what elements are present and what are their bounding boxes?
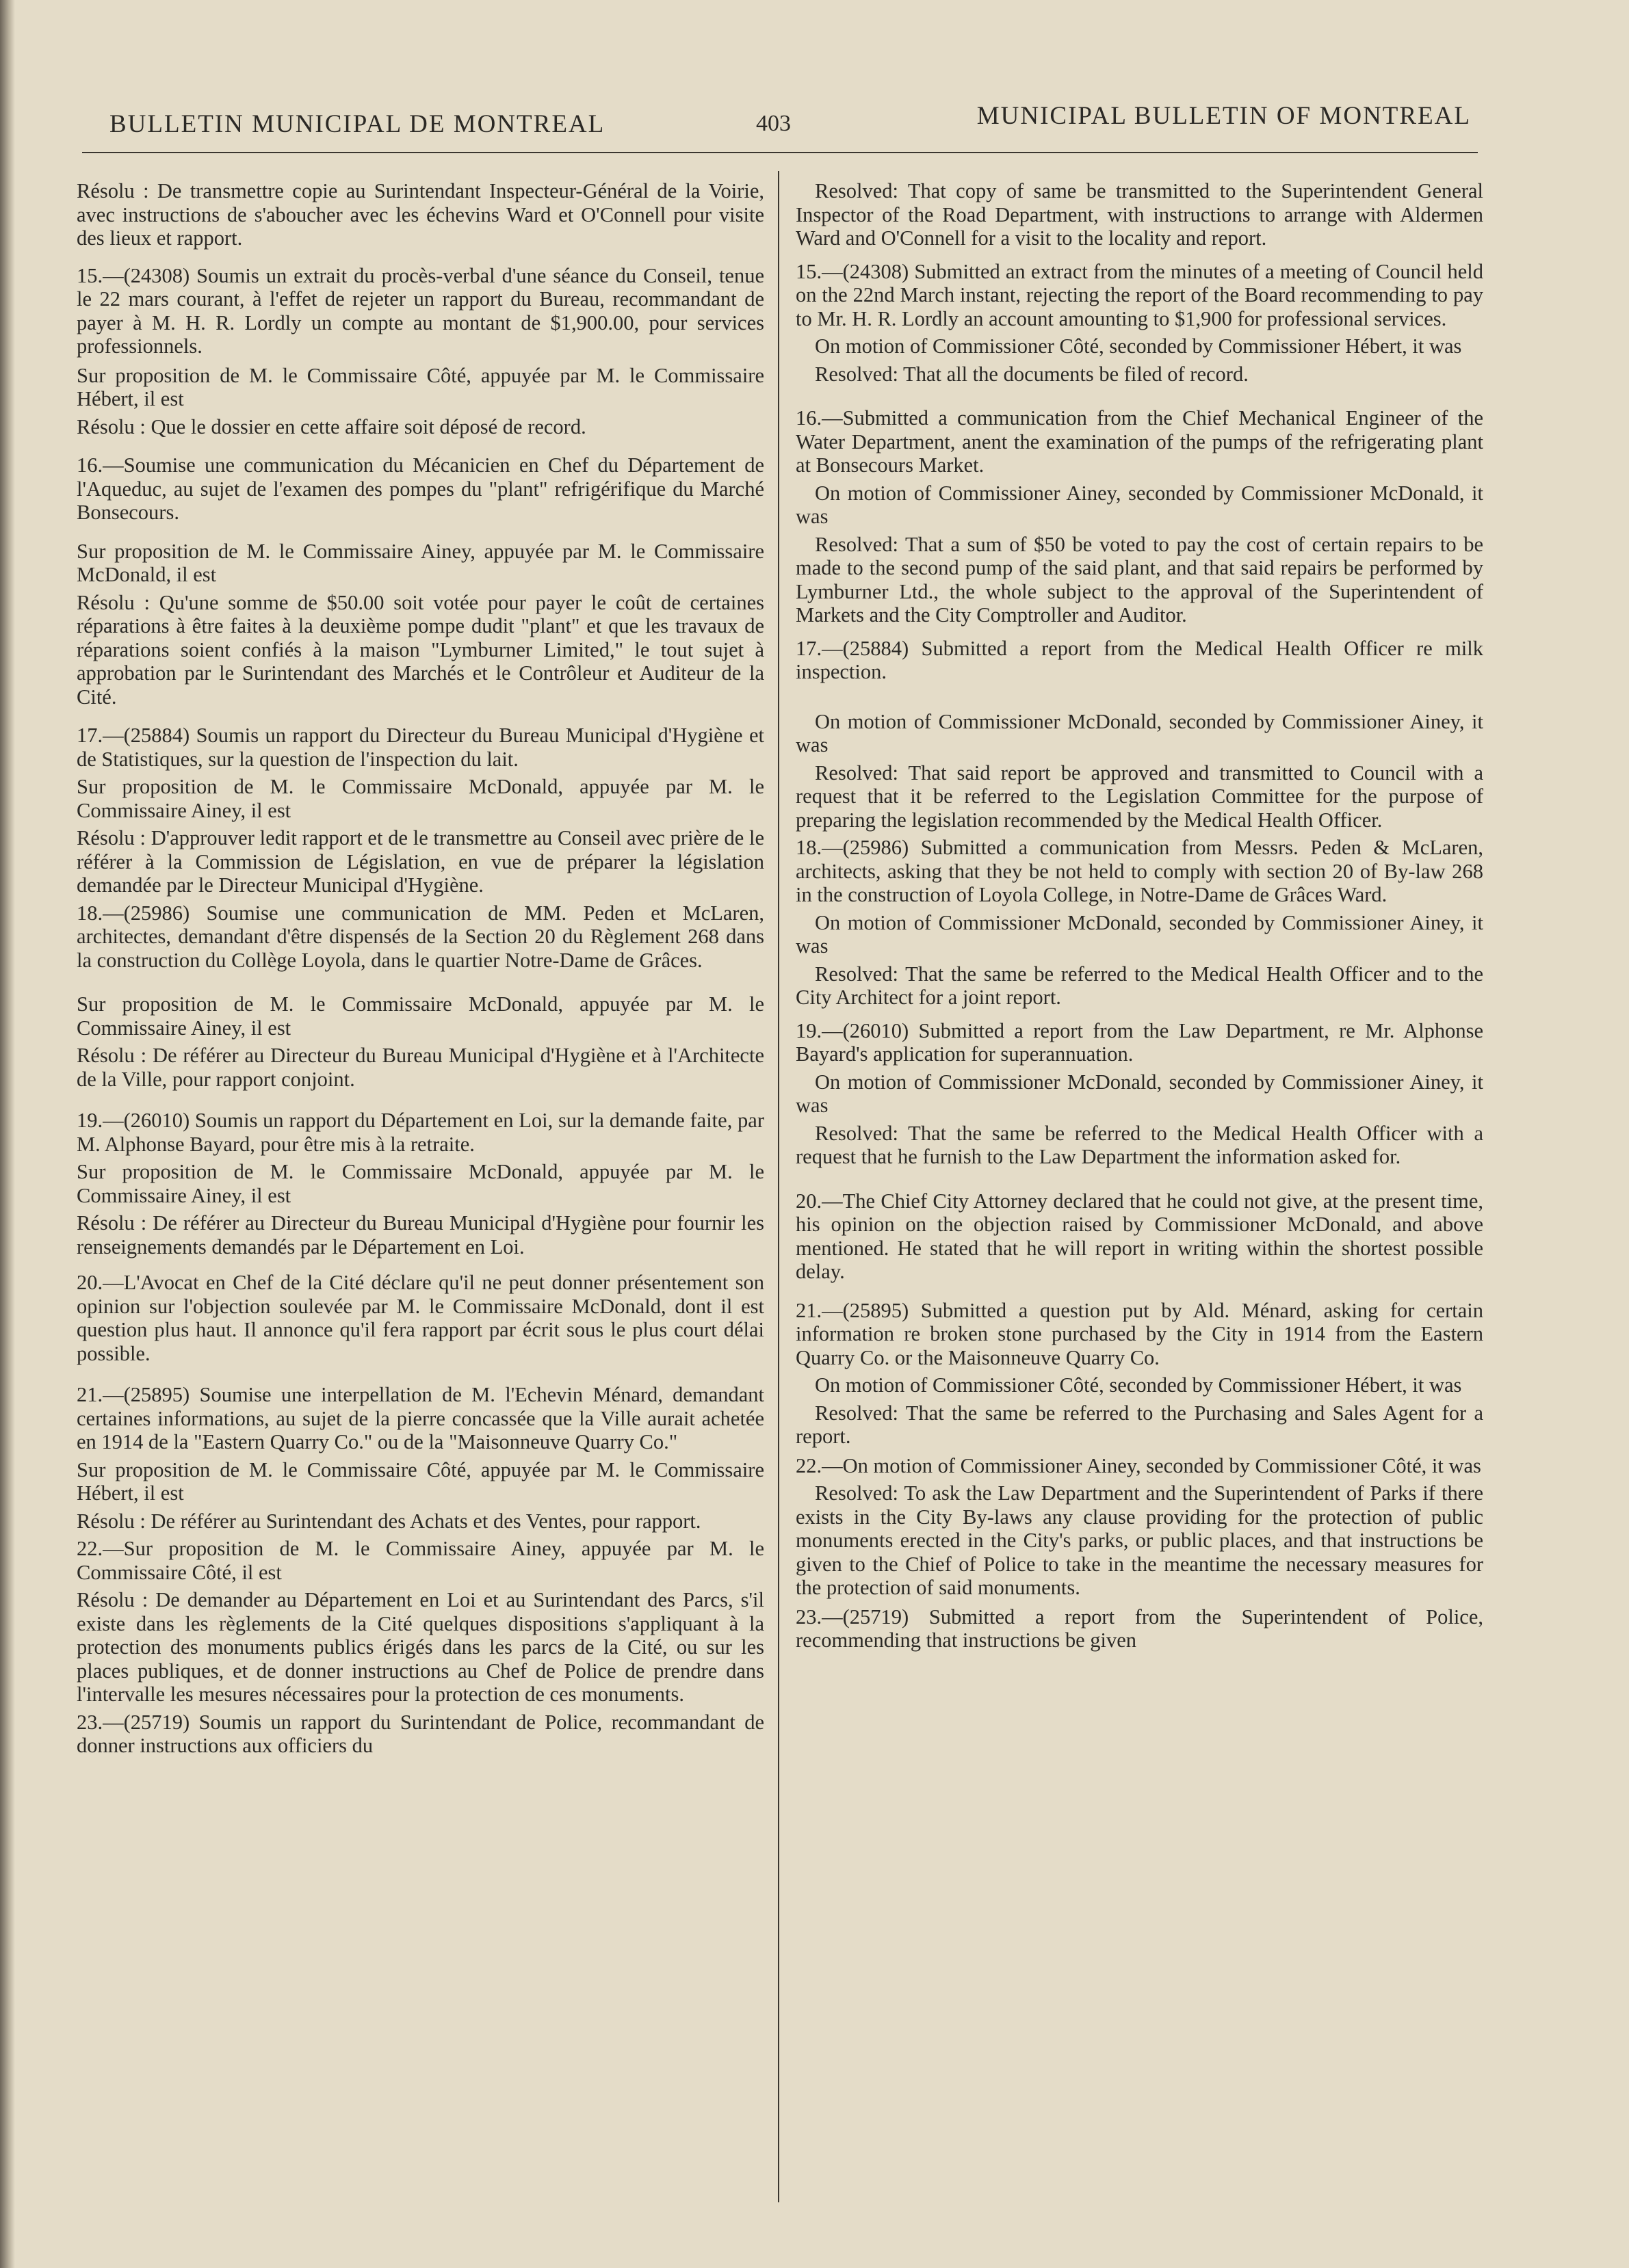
english-paragraph: 19.—(26010) Submitted a report from the Law Department, re Mr. Alphonse Bayard's application for superannuation. [796,1018,1483,1066]
english-paragraph: 15.—(24308) Submitted an extract from the minutes of a meeting of Council held on the 22nd March instant, rejecting the report of the Board recommending to pay to Mr. H. R. Lordly an account amounting to $1,900 for professional services. [796,259,1483,330]
column-divider [778,171,779,2202]
english-paragraph: Resolved: That a sum of $50 be voted to pay the cost of certain repairs to be made to the second pump of the said plant, and that said repairs be performed by Lymburner Ltd., the whole subject to the approval of the Superintendent of Markets and the City Comptroller and Auditor. [796,532,1483,627]
french-paragraph: Sur proposition de M. le Commissaire McDonald, appuyée par M. le Commissaire Ainey, il est [77,992,764,1040]
french-paragraph: Résolu : D'approuver ledit rapport et de le transmettre au Conseil avec prière de le référer à la Commission de Législation, en vue de préparer la législation demandée par le Directeur Municipal d'Hygiène. [77,826,764,897]
english-paragraph: 22.—On motion of Commissioner Ainey, seconded by Commissioner Côté, it was [796,1453,1481,1477]
french-paragraph: Sur proposition de M. le Commissaire Côté, appuyée par M. le Commissaire Hébert, il est [77,1458,764,1505]
french-paragraph: 17.—(25884) Soumis un rapport du Directeur du Bureau Municipal d'Hygiène et de Statistiques, sur la question de l'inspection du lait. [77,724,764,771]
english-paragraph: Resolved: That all the documents be filed of record. [815,362,1249,386]
english-paragraph: On motion of Commissioner Ainey, seconded by Commissioner McDonald, it was [796,481,1483,528]
page-binding-shadow [0,0,15,2268]
french-paragraph: 18.—(25986) Soumise une communication de MM. Peden et McLaren, architectes, demandant d'être dispensés de la Section 20 du Règlement 268 dans la construction du Collège Loyola, dans le quartier Notre-Dame de Grâces. [77,901,764,972]
french-paragraph: 19.—(26010) Soumis un rapport du Département en Loi, sur la demande faite, par M. Alphonse Bayard, pour être mis à la retraite. [77,1109,764,1156]
english-running-title: MUNICIPAL BULLETIN OF MONTREAL [976,102,1471,130]
french-paragraph: Sur proposition de M. le Commissaire McDonald, appuyée par M. le Commissaire Ainey, il est [77,1160,764,1207]
page-header [109,101,1471,149]
english-paragraph: Resolved: That copy of same be transmitted to the Superintendent General Inspector of the Road Department, with instructions to arrange with Aldermen Ward and O'Connell for a visit to the locality and report. [796,179,1483,250]
page-number: 403 [756,111,791,136]
english-paragraph: Resolved: To ask the Law Department and the Superintendent of Parks if there exists in the City By-laws any clause providing for the protection of public monuments erected in the City's parks, or public places, and that instructions be given to the Chief of Police to take in the meantime the necessary measures for the protection of said monuments. [796,1481,1483,1599]
french-paragraph: Sur proposition de M. le Commissaire Ainey, appuyée par M. le Commissaire McDonald, il est [77,539,764,586]
french-paragraph: Résolu : De référer au Surintendant des Achats et des Ventes, pour rapport. [77,1509,701,1533]
french-paragraph: Résolu : De transmettre copie au Surintendant Inspecteur-Général de la Voirie, avec instructions de s'aboucher avec les échevins Ward et O'Connell pour visite des lieux et rapport. [77,179,764,250]
english-paragraph: 17.—(25884) Submitted a report from the Medical Health Officer re milk inspection. [796,636,1483,683]
french-paragraph: Sur proposition de M. le Commissaire Côté, appuyée par M. le Commissaire Hébert, il est [77,363,764,410]
english-column [796,179,1483,1652]
english-paragraph: 16.—Submitted a communication from the Chief Mechanical Engineer of the Water Department, anent the examination of the pumps of the refrigerating plant at Bonsecours Market. [796,406,1483,477]
french-paragraph: 23.—(25719) Soumis un rapport du Surintendant de Police, recommandant de donner instructions aux officiers du [77,1710,764,1757]
french-column [77,179,764,1758]
english-paragraph: Resolved: That the same be referred to the Purchasing and Sales Agent for a report. [796,1401,1483,1448]
english-paragraph: On motion of Commissioner McDonald, seconded by Commissioner Ainey, it was [796,1070,1483,1117]
english-paragraph: 18.—(25986) Submitted a communication from Messrs. Peden & McLaren, architects, asking that they be not held to comply with section 20 of By-law 268 in the construction of Loyola College, in Notre-Dame de Grâces Ward. [796,836,1483,906]
french-paragraph: Résolu : De référer au Directeur du Bureau Municipal d'Hygiène et à l'Architecte de la Ville, pour rapport conjoint. [77,1044,764,1091]
french-paragraph: Résolu : De demander au Département en Loi et au Surintendant des Parcs, s'il existe dans les règlements de la Cité quelques dispositions s'appliquant à la protection des monuments publics érigés dans les parcs de la Cité, ou sur les places publiques, et de donner instructions au Chef de Police de prendre dans l'intervalle les mesures nécessaires pour la protection de ces monuments. [77,1588,764,1706]
english-paragraph: On motion of Commissioner Côté, seconded by Commissioner Hébert, it was [815,1373,1462,1397]
english-paragraph: 20.—The Chief City Attorney declared that he could not give, at the present time, his opinion on the objection raised by Commissioner McDonald, and above mentioned. He stated that he will report in writing within the shortest possible delay. [796,1189,1483,1283]
french-paragraph: 20.—L'Avocat en Chef de la Cité déclare qu'il ne peut donner présentement son opinion sur l'objection soulevée par M. le Commissaire McDonald, dont il est question plus haut. Il annonce qu'il fera rapport par écrit sous le plus court délai possible. [77,1271,764,1365]
english-paragraph: 23.—(25719) Submitted a report from the Superintendent of Police, recommending that instructions be given [796,1605,1483,1652]
french-paragraph: 22.—Sur proposition de M. le Commissaire Ainey, appuyée par M. le Commissaire Côté, il est [77,1537,764,1584]
french-paragraph: 15.—(24308) Soumis un extrait du procès-verbal d'une séance du Conseil, tenue le 22 mars courant, à l'effet de rejeter un rapport du Bureau, recommandant de payer à M. H. R. Lordly un compte au montant de $1,900.00, pour services professionnels. [77,263,764,358]
english-paragraph: 21.—(25895) Submitted a question put by Ald. Ménard, asking for certain information re broken stone purchased by the City in 1914 from the Eastern Quarry Co. or the Maisonneuve Quarry Co. [796,1298,1483,1369]
french-paragraph: Résolu : De référer au Directeur du Bureau Municipal d'Hygiène pour fournir les renseignements demandés par le Département en Loi. [77,1211,764,1258]
french-paragraph: Résolu : Que le dossier en cette affaire soit déposé de record. [77,414,586,438]
english-paragraph: On motion of Commissioner Côté, seconded by Commissioner Hébert, it was [815,334,1462,358]
french-paragraph: 21.—(25895) Soumise une interpellation de M. l'Echevin Ménard, demandant certaines informations, au sujet de la pierre concassée que la Ville aurait achetée en 1914 de la "Eastern Quarry Co." ou de la "Maisonneuve Quarry Co." [77,1383,764,1453]
english-paragraph: On motion of Commissioner McDonald, seconded by Commissioner Ainey, it was [796,910,1483,958]
english-paragraph: On motion of Commissioner McDonald, seconded by Commissioner Ainey, it was [796,709,1483,756]
french-running-title: BULLETIN MUNICIPAL DE MONTREAL [109,110,605,138]
french-paragraph: Sur proposition de M. le Commissaire McDonald, appuyée par M. le Commissaire Ainey, il est [77,775,764,822]
header-rule [82,152,1478,153]
french-paragraph: Résolu : Qu'une somme de $50.00 soit votée pour payer le coût de certaines réparations à être faites à la deuxième pompe dudit "plant" et que les travaux de réparations soient confiés à la maison "Lymburner Limited," le tout sujet à approbation par le Surintendant des Marchés et le Contrôleur et Auditeur de la Cité. [77,590,764,709]
english-paragraph: Resolved: That said report be approved and transmitted to Council with a request that it be referred to the Legislation Committee for the purpose of preparing the legislation recommended by the Medical Health Officer. [796,761,1483,832]
english-paragraph: Resolved: That the same be referred to the Medical Health Officer with a request that he furnish to the Law Department the information asked for. [796,1121,1483,1168]
english-paragraph: Resolved: That the same be referred to the Medical Health Officer and to the City Architect for a joint report. [796,962,1483,1009]
french-paragraph: 16.—Soumise une communication du Mécanicien en Chef du Département de l'Aqueduc, au sujet de l'examen des pompes du "plant" refrigérifique du Marché Bonsecours. [77,453,764,524]
